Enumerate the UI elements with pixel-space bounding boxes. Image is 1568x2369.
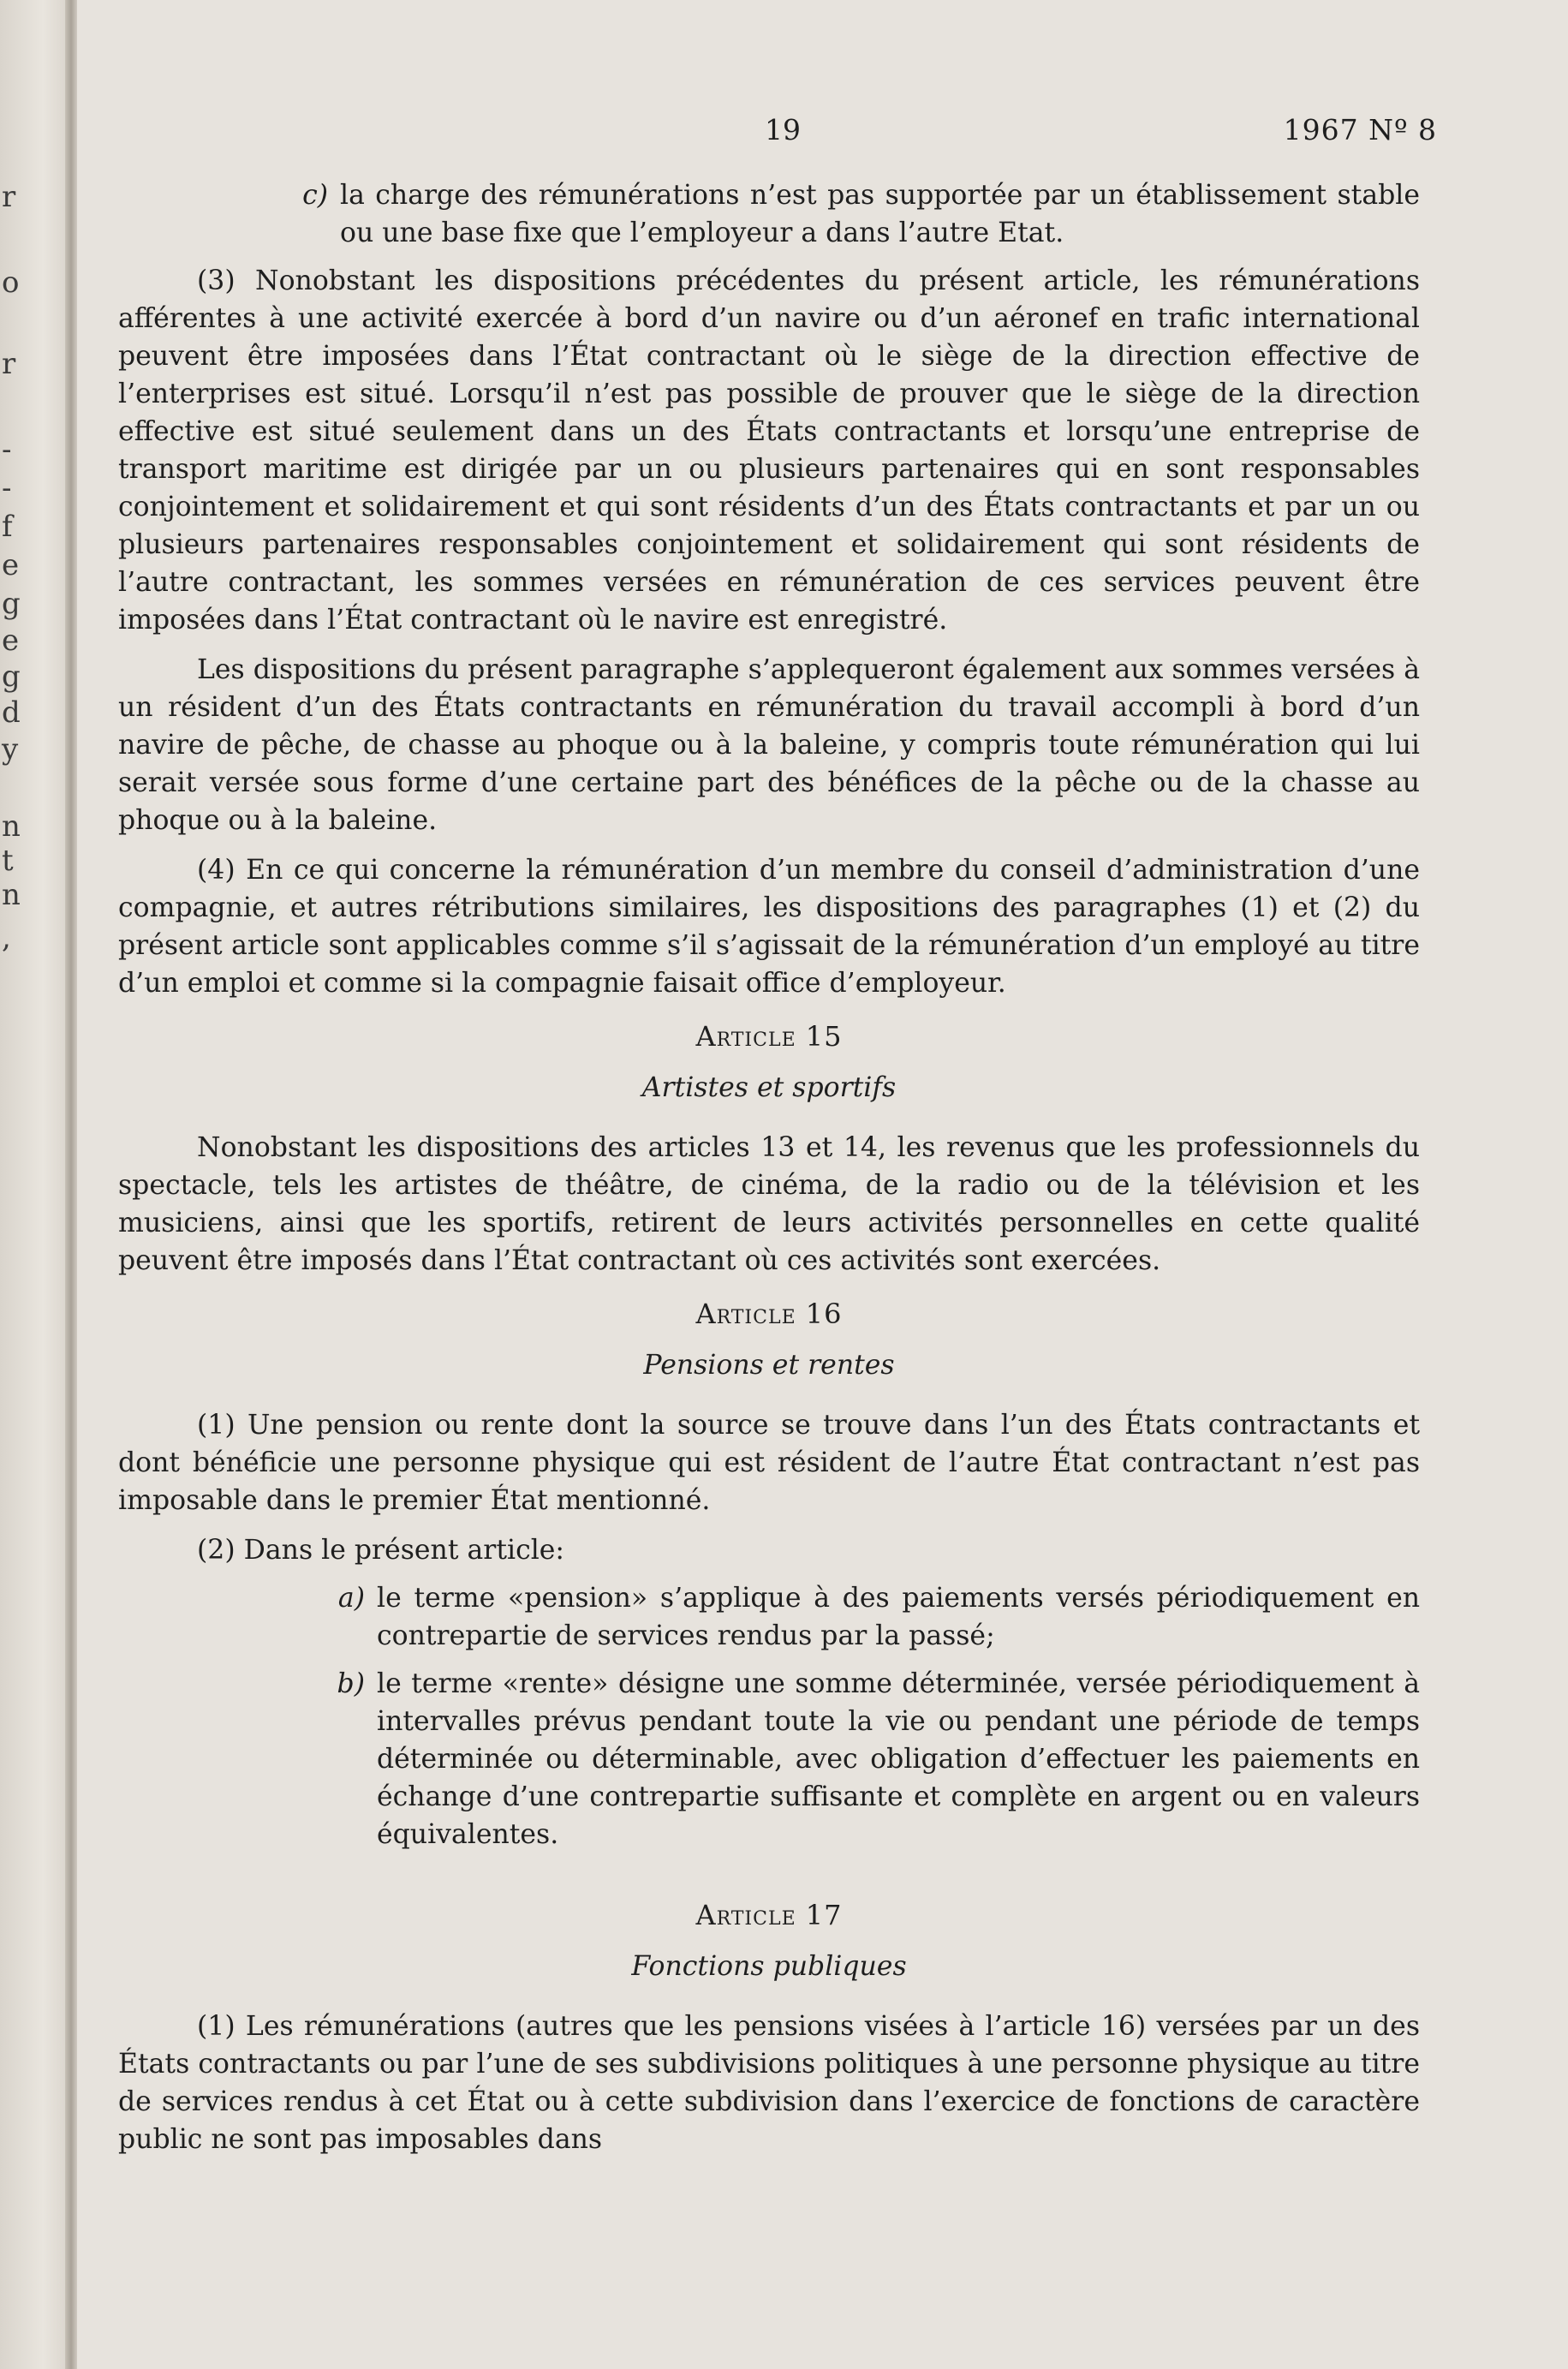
running-head: 1967 Nº 8	[1283, 113, 1437, 146]
article-17-title: Fonctions publiques	[631, 1951, 907, 1982]
list-item-c	[118, 176, 1420, 252]
margin-glyph: n	[2, 809, 21, 844]
page-number: 19	[765, 113, 801, 146]
list-item-b	[118, 1665, 1420, 1853]
paragraph-3: (3) Nonobstant les dispositions précédentes du présent article, les rémunérations afférentes à une activité exercée à bord d’un navire ou d’un aéronef en trafic international peuvent être imposées dans l’État contractant où le siège de la direction effective de l’enterprises est situé. Lorsqu’il n’est pas possible de prouver que le siège de la direction effective est situé seulement dans un des États contractants et lorsqu’une entreprise de transport maritime est dirigée par un ou plusieurs partenaires qui en sont responsables conjointement et solidairement et qui sont résidents d’un des États contractants et par un ou plusieurs partenaires responsables conjointement et solidairement qui sont résidents de l’autre contractant, les sommes versées en rémunération de ces services peuvent être imposées dans l’État contractant où le navire est enregistré.	[118, 266, 1420, 636]
list-label: b)	[337, 1668, 365, 1699]
page-header	[118, 111, 1437, 163]
document-page	[118, 111, 1437, 2170]
margin-glyph: y	[2, 732, 19, 767]
book-gutter	[65, 0, 77, 2369]
article-17-heading: Article 17	[695, 1899, 843, 1931]
margin-glyph: r	[2, 180, 16, 214]
article-16-heading: Article 16	[695, 1298, 843, 1330]
margin-glyph: t	[2, 844, 14, 878]
list-text: la charge des rémunérations n’est pas supportée par un établissement stable ou une base fixe que l’employeur a dans l’autre Etat.	[340, 180, 1420, 248]
list-text: le terme «pension» s’applique à des paiements versés périodiquement en contrepartie de services rendus par la passé;	[377, 1583, 1420, 1651]
article-15-title: Artistes et sportifs	[641, 1072, 897, 1103]
margin-glyph: f	[2, 510, 13, 544]
list-text: le terme «rente» désigne une somme déterminée, versée périodiquement à intervalles prévus pendant toute la vie ou pendant une période de temps déterminée ou déterminable, avec obligation d’effectuer les paiements en échange d’une contrepartie suffisante et complète en argent ou en valeurs équivalentes.	[377, 1668, 1420, 1850]
margin-glyph: -	[2, 433, 12, 467]
margin-glyph: r	[2, 347, 16, 381]
article-16-paragraph-2: (2) Dans le présent article:	[197, 1535, 565, 1566]
article-15-text: Nonobstant les dispositions des articles 13 et 14, les revenus que les professionnels du spectacle, tels les artistes de théâtre, de cinéma, de la radio ou de la télévision et les musiciens, ainsi que les sportifs, retirent de leurs activités personnelles en cette qualité peuvent être imposés dans l’État contractant où ces activités sont exercées.	[118, 1132, 1420, 1276]
article-17-paragraph-1: (1) Les rémunérations (autres que les pensions visées à l’article 16) versées par un des États contractants ou par l’une de ses subdivisions politiques à une personne physique au titre de services rendus à cet État ou à cette subdivision dans l’exercice de fonctions de caractère public ne sont pas imposables dans	[118, 2011, 1420, 2155]
margin-glyph: d	[2, 695, 21, 730]
margin-glyph: g	[2, 659, 21, 694]
margin-glyph: ,	[2, 921, 11, 955]
article-16-paragraph-1: (1) Une pension ou rente dont la source se trouve dans l’un des États contractants et dont bénéficie une personne physique qui est résident de l’autre État contractant n’est pas imposable dans le premier État mentionné.	[118, 1410, 1420, 1516]
margin-glyph: -	[2, 471, 12, 505]
list-item-a	[118, 1579, 1420, 1655]
margin-glyph: g	[2, 587, 21, 621]
margin-glyph: e	[2, 624, 20, 658]
list-label: a)	[337, 1583, 365, 1614]
margin-glyph: o	[2, 266, 20, 300]
paragraph-4: (4) En ce qui concerne la rémunération d’un membre du conseil d’administration d’une compagnie, et autres rétributions similaires, les dispositions des paragraphes (1) et (2) du présent article sont applicables comme s’il s’agissait de la rémunération d’un employé au titre d’un emploi et comme si la compagnie faisait office d’employeur.	[118, 855, 1420, 999]
paragraph-3-continued: Les dispositions du présent paragraphe s’applequeront également aux sommes versées à un résident d’un des États contractants en rémunération du travail accompli à bord d’un navire de pêche, de chasse au phoque ou à la baleine, y compris toute rémunération qui lui serait versée sous forme d’une certaine part des bénéfices de la pêche ou de la chasse au phoque ou à la baleine.	[118, 654, 1420, 836]
list-label: c)	[302, 180, 328, 211]
adjacent-page-glyphs	[0, 0, 26, 2369]
article-16-title: Pensions et rentes	[643, 1350, 895, 1381]
article-15-heading: Article 15	[695, 1020, 843, 1053]
margin-glyph: e	[2, 548, 20, 582]
margin-glyph: n	[2, 878, 21, 912]
